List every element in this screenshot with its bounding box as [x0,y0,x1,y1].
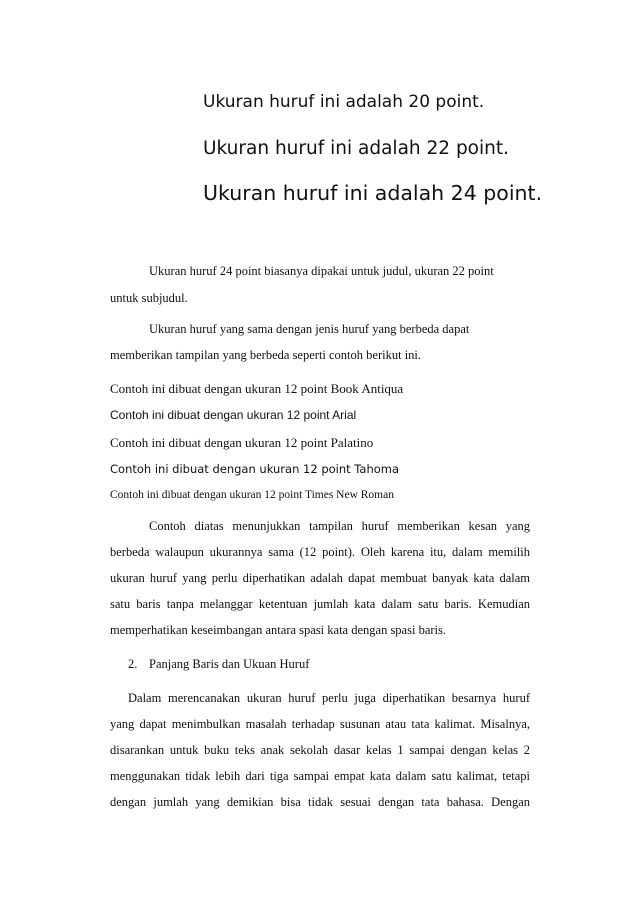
paragraph-1-line-1: Ukuran huruf 24 point biasanya dipakai untuk judul, ukuran 22 point [149,264,494,278]
paragraph-2-line-1: Ukuran huruf yang sama dengan jenis huruf yang berbeda dapat [149,322,470,336]
paragraph-3-line-4: satu baris tanpa melanggar ketentuan jumlah kata dalam satu baris. Kemudian [110,597,530,611]
paragraph-4-line-1: Dalam merencanakan ukuran huruf perlu juga diperhatikan besarnya huruf [128,691,530,705]
paragraph-2-line-2: memberikan tampilan yang berbeda seperti contoh berikut ini. [110,348,422,362]
section-2-number: 2. [128,657,138,671]
paragraph-3-line-2: berbeda walaupun ukurannya sama (12 point). Oleh karena itu, dalam memilih [110,545,530,559]
paragraph-3-line-5: memperhatikan keseimbangan antara spasi kata dengan spasi baris. [110,623,446,637]
paragraph-4-line-4: menggunakan tidak lebih dari tiga sampai empat kata dalam satu kalimat, tetapi [110,769,530,783]
paragraph-1-line-2: untuk subjudul. [110,291,188,305]
sample-palatino: Contoh ini dibuat dengan ukuran 12 point Palatino [110,435,374,450]
heading-22pt: Ukuran huruf ini adalah 22 point. [203,138,509,159]
heading-24pt: Ukuran huruf ini adalah 24 point. [203,181,543,205]
paragraph-3-line-1: Contoh diatas menunjukkan tampilan huruf memberikan kesan yang [149,519,530,533]
paragraph-4-line-5: dengan jumlah yang demikian bisa tidak sesuai dengan tata bahasa. Dengan [110,795,530,809]
sample-book-antiqua: Contoh ini dibuat dengan ukuran 12 point Book Antiqua [110,381,404,396]
section-2-title: Panjang Baris dan Ukuan Huruf [149,657,310,671]
paragraph-3-line-3: ukuran huruf yang perlu diperhatikan adalah dapat membuat banyak kata dalam [110,571,530,585]
paragraph-4-line-2: yang dapat menimbulkan masalah terhadap susunan atau tata kalimat. Misalnya, [110,717,530,731]
sample-tahoma: Contoh ini dibuat dengan ukuran 12 point Tahoma [110,462,400,476]
heading-20pt: Ukuran huruf ini adalah 20 point. [203,92,485,112]
paragraph-4-line-3: disarankan untuk buku teks anak sekolah dasar kelas 1 sampai dengan kelas 2 [110,743,530,757]
sample-arial: Contoh ini dibuat dengan ukuran 12 point Arial [110,408,357,422]
sample-times-new-roman: Contoh ini dibuat dengan ukuran 12 point Times New Roman [110,489,394,501]
